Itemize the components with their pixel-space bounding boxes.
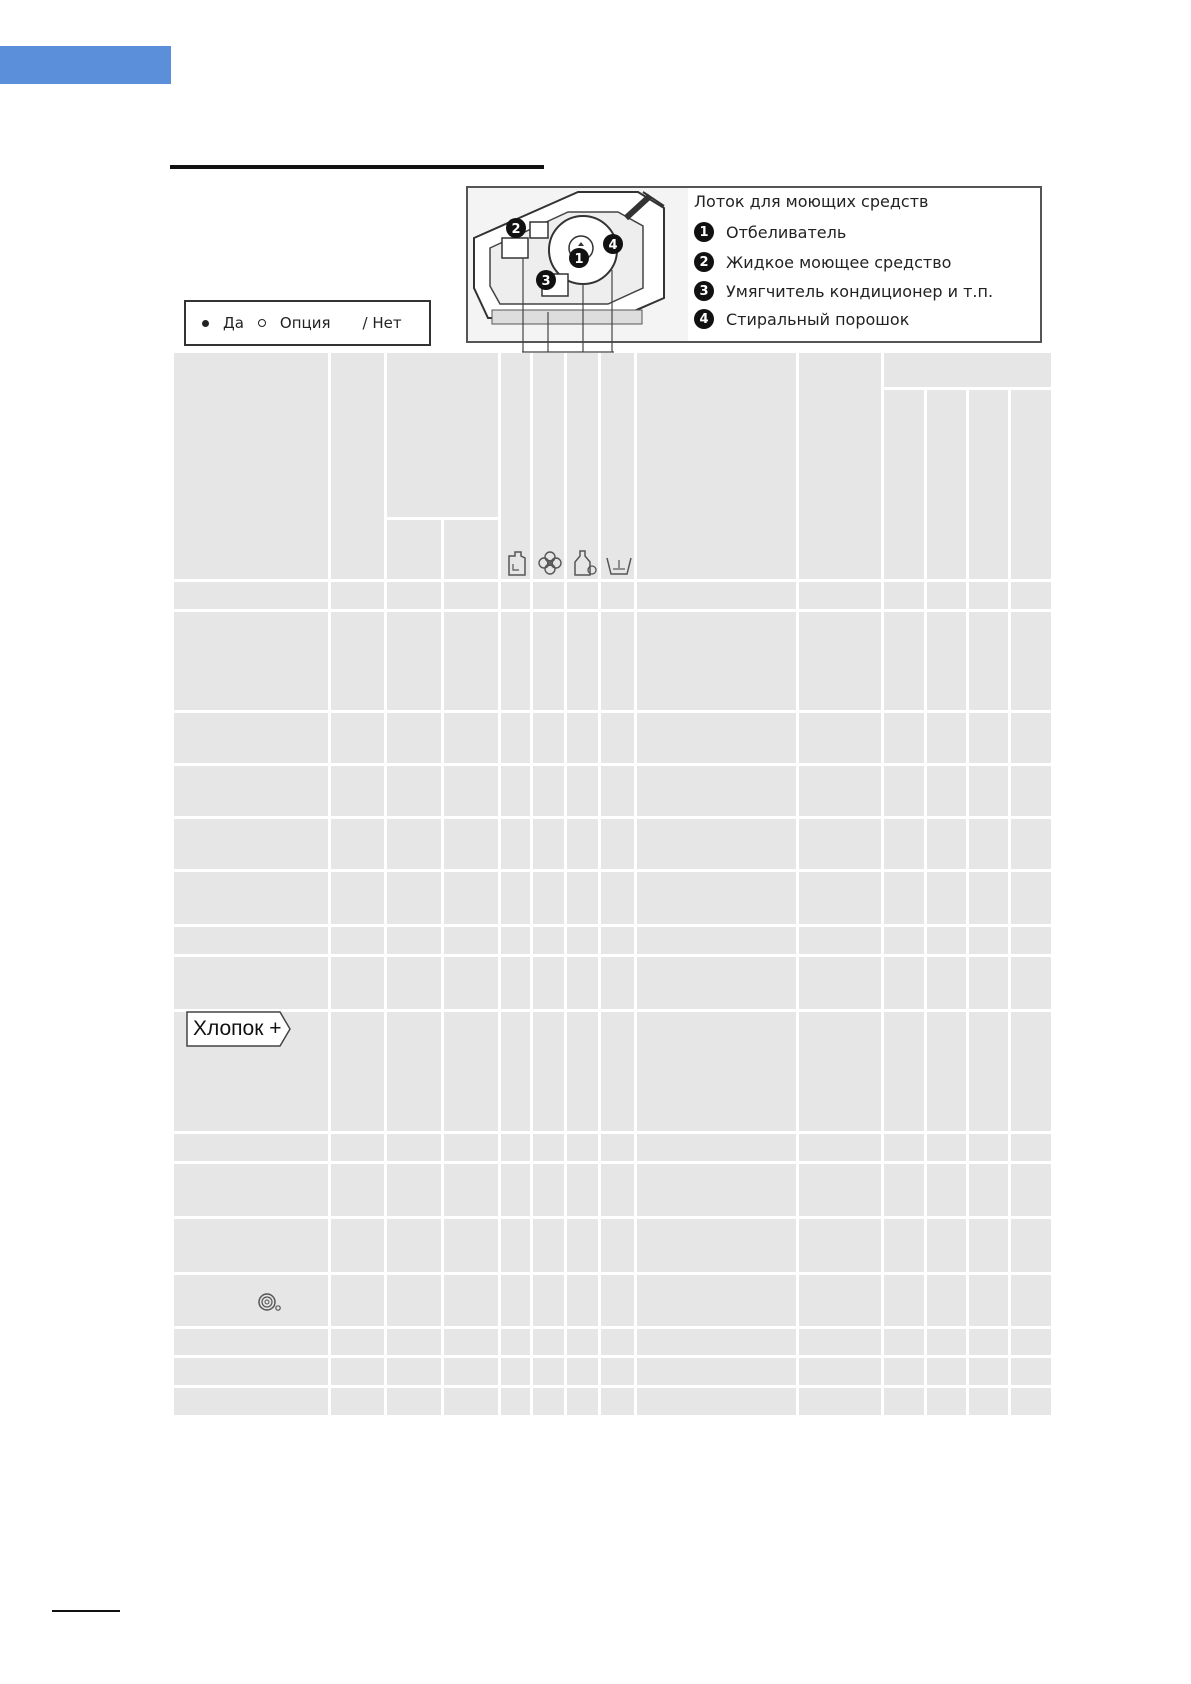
header-cell [501,353,530,579]
table-cell [444,582,498,609]
table-cell [567,927,598,954]
table-cell [799,582,881,609]
table-cell [567,872,598,924]
table-cell [533,713,564,763]
table-cell [601,713,634,763]
table-cell [444,1275,498,1326]
table-cell [387,1358,441,1385]
table-cell [969,927,1008,954]
table-cell [637,582,796,609]
table-cell [799,1012,881,1131]
program-name-cell [174,819,328,869]
tray-title: Лоток для моющих средств [694,192,929,211]
program-name-cell [174,1219,328,1272]
table-cell [1011,582,1051,609]
table-cell [444,1219,498,1272]
table-cell [567,1012,598,1131]
program-name-cell [174,766,328,816]
table-cell [567,1164,598,1216]
table-cell [637,713,796,763]
table-cell [601,1164,634,1216]
table-cell [799,1275,881,1326]
table-cell [567,1358,598,1385]
table-cell [884,927,924,954]
table-cell [637,1358,796,1385]
table-cell [601,1012,634,1131]
table-cell [331,612,384,710]
footer-rule [52,1610,120,1612]
table-cell [533,612,564,710]
table-cell [601,1388,634,1415]
table-cell [884,1275,924,1326]
table-cell [331,1219,384,1272]
table-cell [387,766,441,816]
header-cell [927,390,966,579]
table-cell [567,1219,598,1272]
table-cell [969,872,1008,924]
bleach-bottle-icon [571,548,599,578]
table-cell [533,1134,564,1161]
table-cell [601,612,634,710]
table-cell [799,1134,881,1161]
table-cell [501,1219,530,1272]
table-cell [501,582,530,609]
table-cell [501,957,530,1009]
table-cell [969,1329,1008,1355]
table-cell [884,872,924,924]
table-cell [601,1329,634,1355]
table-cell [501,1012,530,1131]
table-cell [1011,819,1051,869]
svg-text:2: 2 [511,222,521,237]
table-cell [567,819,598,869]
table-cell [799,1358,881,1385]
table-cell [533,1012,564,1131]
legend-option-label: Опция [279,314,331,332]
table-cell [637,819,796,869]
table-cell [637,1275,796,1326]
header-cell [884,353,1051,387]
table-cell [601,1358,634,1385]
table-cell [444,872,498,924]
table-cell [444,766,498,816]
table-cell [331,1275,384,1326]
program-name-cell [174,872,328,924]
table-cell [884,612,924,710]
cotton-plus-text: Хлопок + [193,1017,282,1040]
table-cell [601,957,634,1009]
table-cell [969,1164,1008,1216]
table-cell [1011,766,1051,816]
header-cell [444,520,498,579]
table-cell [884,1134,924,1161]
table-cell [331,957,384,1009]
table-cell [1011,1012,1051,1131]
program-name-cell [174,713,328,763]
table-cell [387,927,441,954]
legend-no-label: / Нет [362,314,402,332]
table-cell [387,1329,441,1355]
table-cell [637,1388,796,1415]
table-cell [969,1219,1008,1272]
table-cell [444,1134,498,1161]
table-cell [884,766,924,816]
table-cell [501,1134,530,1161]
table-cell [601,766,634,816]
table-cell [567,1134,598,1161]
table-cell [637,766,796,816]
table-cell [927,1388,966,1415]
table-cell [799,819,881,869]
table-cell [637,1329,796,1355]
table-cell [533,1219,564,1272]
header-cell [387,520,441,579]
table-cell [387,1012,441,1131]
table-cell [387,1164,441,1216]
program-name-cell [174,1164,328,1216]
table-cell [799,957,881,1009]
table-cell [331,713,384,763]
table-cell [387,582,441,609]
header-cell [637,353,796,579]
table-cell [969,1275,1008,1326]
table-cell [799,612,881,710]
table-cell [601,872,634,924]
table-cell [927,1329,966,1355]
table-cell [969,819,1008,869]
table-cell [884,1219,924,1272]
tray-item-label: Умягчитель кондиционер и т.п. [726,281,994,301]
table-cell [501,1164,530,1216]
table-cell [927,819,966,869]
table-cell [799,766,881,816]
program-label-cotton-plus [186,1011,292,1047]
table-cell [387,713,441,763]
tray-item-label: Стиральный порошок [726,309,910,329]
table-cell [884,1329,924,1355]
tray-item-powder [694,309,909,329]
table-cell [533,582,564,609]
table-cell [1011,713,1051,763]
table-cell [969,1012,1008,1131]
table-cell [969,1388,1008,1415]
number-4-icon: 4 [694,309,714,329]
table-cell [927,766,966,816]
table-cell [637,612,796,710]
hollow-dot-icon [258,319,266,327]
table-cell [444,612,498,710]
table-cell [331,872,384,924]
table-cell [927,1219,966,1272]
table-cell [601,927,634,954]
table-cell [501,872,530,924]
table-cell [567,612,598,710]
section-tab-bar [0,46,171,84]
table-cell [637,957,796,1009]
table-cell [799,1329,881,1355]
table-cell [501,1275,530,1326]
table-cell [969,766,1008,816]
table-cell [567,1388,598,1415]
table-cell [331,1012,384,1131]
table-cell [637,872,796,924]
table-cell [533,1388,564,1415]
table-cell [331,1388,384,1415]
table-cell [1011,1329,1051,1355]
table-cell [1011,957,1051,1009]
table-cell [567,1329,598,1355]
table-cell [884,582,924,609]
table-cell [927,927,966,954]
table-cell [331,766,384,816]
table-cell [387,1275,441,1326]
table-cell [501,927,530,954]
table-cell [637,1012,796,1131]
table-cell [969,957,1008,1009]
table-cell [533,927,564,954]
table-cell [969,582,1008,609]
table-cell [444,927,498,954]
table-cell [637,1219,796,1272]
table-cell [567,957,598,1009]
table-cell [637,1164,796,1216]
table-cell [927,957,966,1009]
table-cell [884,1164,924,1216]
table-cell [331,1358,384,1385]
table-cell [884,957,924,1009]
table-cell [969,1134,1008,1161]
table-cell [501,612,530,710]
table-cell [927,1134,966,1161]
table-cell [533,1329,564,1355]
svg-text:1: 1 [574,252,584,267]
table-cell [884,1388,924,1415]
title-underline [170,165,544,169]
table-cell [799,872,881,924]
table-cell [637,927,796,954]
table-cell [927,1012,966,1131]
header-cell [567,353,598,579]
table-cell [533,1358,564,1385]
table-cell [387,612,441,710]
program-name-cell [174,1134,328,1161]
table-cell [387,1388,441,1415]
table-cell [501,1329,530,1355]
header-cell [601,353,634,579]
program-name-cell [174,1358,328,1385]
table-cell [444,957,498,1009]
table-cell [884,819,924,869]
program-name-cell [174,582,328,609]
wool-yarn-icon [255,1291,283,1313]
table-cell [601,1275,634,1326]
header-cell [799,353,881,579]
table-cell [387,1134,441,1161]
table-cell [1011,1275,1051,1326]
header-cell [533,353,564,579]
table-cell [331,582,384,609]
header-cell [387,353,498,517]
table-cell [1011,1164,1051,1216]
table-cell [331,927,384,954]
table-cell [799,1164,881,1216]
header-cell [884,390,924,579]
filled-dot-icon [202,320,209,327]
powder-tub-icon [605,548,633,578]
table-cell [331,819,384,869]
table-cell [501,1388,530,1415]
table-cell [444,1012,498,1131]
table-cell [444,713,498,763]
table-cell [637,1134,796,1161]
table-cell [567,713,598,763]
table-cell [799,713,881,763]
table-cell [533,1164,564,1216]
table-cell [387,957,441,1009]
tray-item-label: Отбеливатель [726,222,847,242]
header-cell [174,353,328,579]
number-2-icon: 2 [694,252,714,272]
liquid-detergent-icon [505,548,529,578]
table-cell [884,1358,924,1385]
table-cell [601,582,634,609]
table-cell [1011,1388,1051,1415]
program-name-cell [174,1275,328,1326]
number-3-icon: 3 [694,281,714,301]
table-cell [567,1275,598,1326]
table-cell [533,1275,564,1326]
table-cell [444,819,498,869]
legend-box [184,300,431,346]
header-cell [331,353,384,579]
table-cell [387,1219,441,1272]
table-cell [799,927,881,954]
table-cell [927,1164,966,1216]
table-cell [501,713,530,763]
table-cell [444,1358,498,1385]
table-cell [927,872,966,924]
table-cell [1011,1219,1051,1272]
table-cell [601,1219,634,1272]
table-cell [501,819,530,869]
tray-item-bleach [694,222,846,242]
header-cell [969,390,1008,579]
table-cell [444,1164,498,1216]
table-cell [331,1329,384,1355]
svg-text:3: 3 [541,274,551,289]
tray-item-label: Жидкое моющее средство [726,252,952,272]
table-cell [533,872,564,924]
table-cell [927,612,966,710]
table-cell [927,713,966,763]
tray-item-softener [694,281,993,301]
table-cell [444,1329,498,1355]
table-cell [1011,1134,1051,1161]
legend-yes-label: Да [223,314,244,332]
table-cell [501,1358,530,1385]
table-cell [1011,612,1051,710]
table-cell [969,713,1008,763]
table-cell [799,1219,881,1272]
table-cell [567,766,598,816]
table-cell [927,1358,966,1385]
table-cell [533,766,564,816]
program-name-cell [174,1329,328,1355]
table-cell [387,872,441,924]
table-cell [1011,927,1051,954]
table-cell [1011,1358,1051,1385]
table-cell [387,819,441,869]
table-cell [331,1134,384,1161]
table-cell [799,1388,881,1415]
tray-illustration [468,188,688,341]
number-1-icon: 1 [694,222,714,242]
table-cell [969,1358,1008,1385]
header-cell [1011,390,1051,579]
table-cell [969,612,1008,710]
table-cell [1011,872,1051,924]
table-cell [601,1134,634,1161]
table-cell [501,766,530,816]
program-name-cell [174,1388,328,1415]
svg-text:4: 4 [608,238,618,253]
table-cell [601,819,634,869]
table-cell [567,582,598,609]
program-name-cell [174,927,328,954]
program-name-cell [174,612,328,710]
table-cell [331,1164,384,1216]
table-cell [884,713,924,763]
table-cell [927,1275,966,1326]
detergent-tray-diagram [466,186,1042,343]
table-cell [444,1388,498,1415]
table-cell [533,957,564,1009]
table-cell [533,819,564,869]
program-name-cell [174,957,328,1009]
table-cell [884,1012,924,1131]
table-cell [927,582,966,609]
softener-flower-icon [537,548,563,578]
tray-item-liquid [694,252,951,272]
